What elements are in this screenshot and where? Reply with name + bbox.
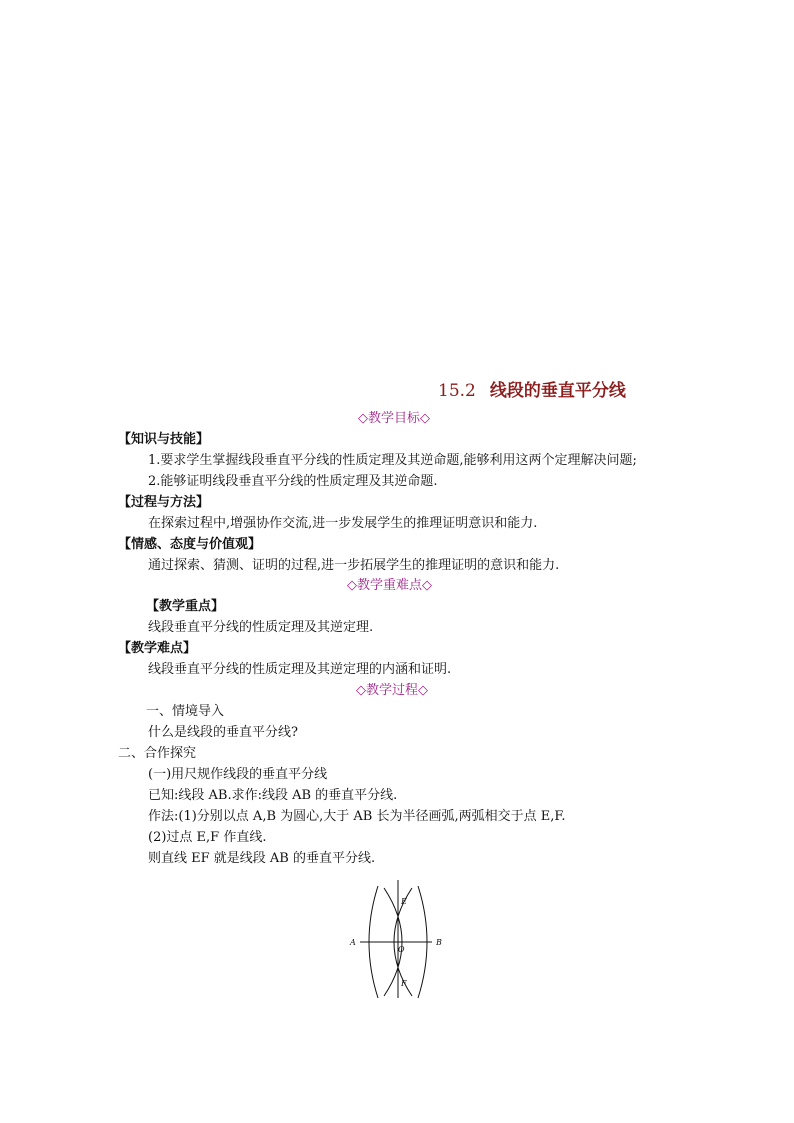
step1-text: 什么是线段的垂直平分线?	[148, 725, 298, 740]
section-key-points: ◇教学重难点◇	[347, 578, 432, 593]
method-step-1: 作法:(1)分别以点 A,B 为圆心,大于 AB 长为半径画弧,两弧相交于点 E,F.	[148, 809, 566, 824]
method-step-2: (2)过点 E,F 作直线.	[148, 830, 267, 845]
conclusion-text: 则直线 EF 就是线段 AB 的垂直平分线.	[148, 851, 376, 866]
focus-text: 线段垂直平分线的性质定理及其逆定理.	[148, 620, 374, 635]
emotion-heading: 【情感、态度与价值观】	[118, 537, 262, 552]
step2-heading: 二、合作探究	[118, 746, 197, 761]
sub1-heading: (一)用尺规作线段的垂直平分线	[148, 767, 328, 782]
label-o: O	[398, 945, 405, 954]
step1-heading: 一、情境导入	[146, 704, 225, 719]
difficulty-heading: 【教学难点】	[118, 641, 197, 656]
knowledge-item-2: 2.能够证明线段垂直平分线的性质定理及其逆命题.	[148, 474, 438, 489]
knowledge-item-1: 1.要求学生掌握线段垂直平分线的性质定理及其逆命题,能够利用这两个定理解决问题;	[148, 453, 637, 468]
emotion-text: 通过探索、猜测、证明的过程,进一步拓展学生的推理证明的意识和能力.	[148, 558, 560, 573]
knowledge-heading: 【知识与技能】	[118, 432, 210, 447]
label-a: A	[350, 938, 356, 947]
focus-heading: 【教学重点】	[146, 599, 225, 614]
section-goals: ◇教学目标◇	[358, 411, 430, 426]
label-f: F	[401, 979, 407, 988]
lesson-title	[438, 376, 626, 401]
method-heading: 【过程与方法】	[118, 495, 210, 510]
known-text: 已知:线段 AB.求作:线段 AB 的垂直平分线.	[148, 788, 398, 803]
method-text: 在探索过程中,增强协作交流,进一步发展学生的推理证明意识和能力.	[148, 516, 538, 531]
label-e: E	[401, 897, 407, 906]
perpendicular-bisector-figure	[340, 876, 460, 1000]
lesson-number: 15.2	[438, 381, 476, 401]
label-b: B	[436, 938, 442, 947]
difficulty-text: 线段垂直平分线的性质定理及其逆定理的内涵和证明.	[148, 662, 452, 677]
lesson-title-text: 线段的垂直平分线	[489, 381, 626, 401]
section-process: ◇教学过程◇	[356, 683, 428, 698]
